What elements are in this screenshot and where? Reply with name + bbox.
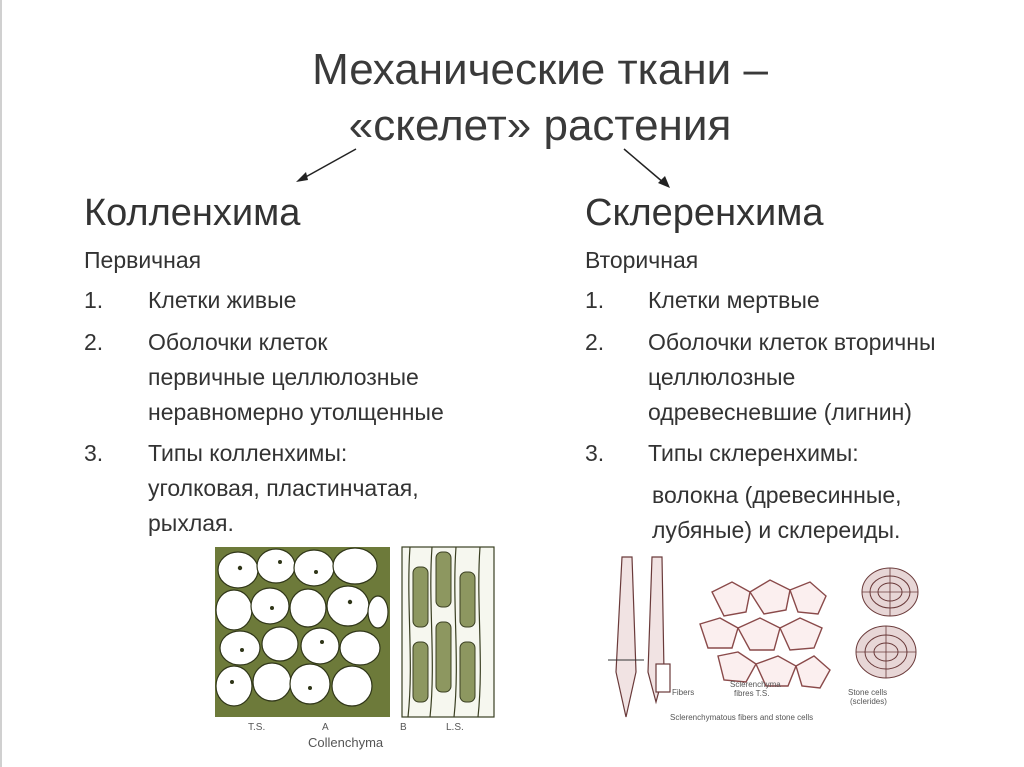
right-item-3-line-1: Типы склеренхимы: (648, 440, 859, 466)
left-item-2-line-3: неравномерно утолщенные (148, 399, 444, 425)
left-item-3-line-3: рыхлая. (148, 510, 234, 536)
left-item-2-line-1: Оболочки клеток (148, 329, 328, 355)
right-item-3-line-2: волокна (древесинные, (652, 482, 902, 508)
collenchyma-figure (210, 542, 500, 757)
left-item-1-line-1: Клетки живые (148, 287, 297, 313)
left-item-3-number: 3. (84, 440, 104, 466)
left-item-3-line-2: уголковая, пластинчатая, (148, 475, 419, 501)
left-item-3-line-1: Типы колленхимы: (148, 440, 348, 466)
collenchyma-caption: Collenchyma (308, 735, 384, 750)
collenchyma-subheading: Первичная (84, 247, 202, 273)
stone-cells-label: Stone cells (848, 688, 888, 697)
arrow-left-icon (290, 145, 360, 185)
slide-title-line-2: «скелет» растения (348, 101, 732, 150)
fibres-ts-label: fibres T.S. (734, 689, 770, 698)
collenchyma-label-ls: L.S. (446, 722, 464, 733)
left-item-2-number: 2. (84, 329, 104, 355)
slide-left-border (0, 0, 2, 767)
fibers-label: Fibers (672, 688, 695, 697)
left-item-2-line-2: первичные целлюлозные (148, 364, 419, 390)
right-item-3-number: 3. (585, 440, 605, 466)
sclerenchyma-subheading: Вторичная (585, 247, 699, 273)
right-item-1-number: 1. (585, 287, 605, 313)
sclerenchyma-label: Sclerenchyma (730, 680, 781, 689)
sclerides-label: (sclerides) (850, 697, 887, 706)
sclerenchyma-caption: Sclerenchymatous fibers and stone cells (670, 713, 814, 722)
right-item-2-line-1: Оболочки клеток вторичны (648, 329, 936, 355)
right-item-1-line-1: Клетки мертвые (648, 287, 820, 313)
collenchyma-label-ts: T.S. (248, 722, 266, 733)
arrow-right-icon (620, 145, 675, 190)
sclerenchyma-figure (600, 552, 924, 732)
slide-title-line-1: Механические ткани – (312, 45, 768, 94)
collenchyma-label-a: A (322, 722, 329, 733)
collenchyma-label-b: B (400, 722, 407, 733)
right-item-2-number: 2. (585, 329, 605, 355)
collenchyma-heading: Колленхима (84, 192, 301, 234)
sclerenchyma-heading: Склеренхима (585, 192, 824, 234)
right-item-2-line-3: одревесневшие (лигнин) (648, 399, 912, 425)
left-item-1-number: 1. (84, 287, 104, 313)
right-item-2-line-2: целлюлозные (648, 364, 796, 390)
right-item-3-line-3: лубяные) и склереиды. (652, 517, 901, 543)
